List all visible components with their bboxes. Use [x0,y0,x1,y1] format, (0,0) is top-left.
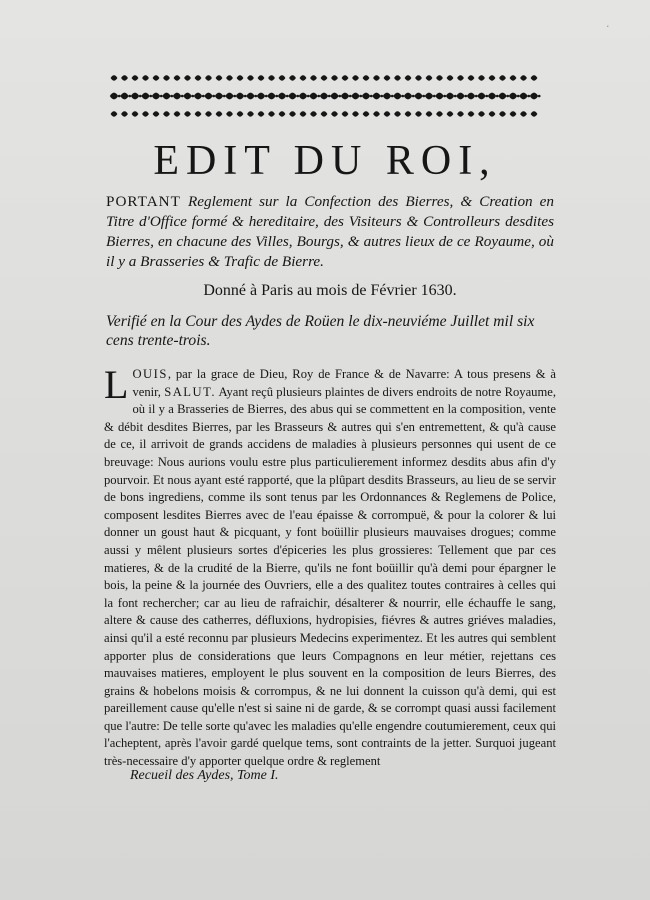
ornament-dot [160,95,163,98]
ornament-dot [349,95,352,98]
ornament-fleuron [195,111,202,116]
verification-line: Verifié en la Cour des Aydes de Roüen le dix-neuviéme Juillet mil six cens trente-trois. [106,313,535,349]
ornament-fleuron [268,111,275,116]
ornament-row-3 [111,111,538,116]
ornament-fleuron [153,111,160,116]
ornament-fleuron [258,111,265,116]
ornament-fleuron [132,75,139,80]
body-main: Ayant reçû plusieurs plaintes de divers endroits de notre Royaume, où il y a Brasseries de Bierres, des abus qui se commettent en la composition, vente & débit desdites Bierres, par les Brasseurs & autres qui s'en entremettent, & qu'à cause de ce, il arrivoit de grands accidens de maladies à plusieurs personnes qui usent de ce breuvage: Nous aurions voulu estre plus particulierement informez desdits abus afin d'y pourvoir. Et nous ayant esté rapporté, que la plûpart desdits Brasseurs, au lieu de se servir de bons ingrediens, comme ils sont tenus par les Ordonnances & Reglemens de Police, composent lesdites Bierres avec de l'eau épaisse & corrompuë, & pour la colorer & lui donner un goust haut & picquant, y font boüillir plusieurs mauvaises drogues; comme aussi y mêlent plusieurs sortes d'épiceries les plus grossieres: Tellement que par ces matieres, & de la crudité de la Bierre, qu'ils ne font boüillir qu'à demi pour épargner le bois, la peine & la journée des Ouvriers, elle a des qualitez toutes contraires à celles qui la font rechercher; car au lieu de rafraichir, désalterer & nourrir, elle échauffe le sang, altere & cause des catherres, défluxions, hydropisies, fiévres & autres griéves maladies, ainsi qu'il a esté reconnu par plusieurs Medecins experimentez. Et les autres qui semblent apporter plus de considerations que leurs Compagnons en leur métier, rejettans ces mauvaises matieres, employent le plus souvent en la composition de leurs Bierres, des grains & hobelons moisis & corrompus, & ne lui donnent la cuisson qu'à demi, qui est pareillement cause qu'elle n'est si saine ni de garde, & se corrompt quasi aussi facilement que l'autre: De telle sorte qu'avec les maladies qu'elle engendre coutumierement, ceux qui l'acheptent, après l'avoir gardé quelque tems, sont contraints de la jetter. Surquoi jugeant très-necessaire d'y apporter quelque ordre & reglement [104,384,556,769]
ornament-fleuron [278,93,286,100]
ornament-dot [454,95,457,98]
ornament-fleuron [342,111,349,116]
ornament-fleuron [247,75,254,80]
ornament-fleuron [457,75,464,80]
ornament-fleuron [236,93,244,100]
ornament-fleuron [110,93,118,100]
ornament-fleuron [457,111,464,116]
ornament-dot [244,95,247,98]
ornament-dot [464,95,467,98]
ornament-fleuron [331,75,338,80]
ornament-fleuron [499,75,506,80]
ornament-fleuron [393,93,401,100]
ornament-fleuron [237,75,244,80]
ornament-dot [422,95,425,98]
ornament-fleuron [519,93,527,100]
ornament-fleuron [300,75,307,80]
ornament-fleuron [142,111,149,116]
ornament-fleuron [321,111,328,116]
edict-subtitle [106,192,554,272]
ornament-fleuron [499,111,506,116]
ornament-fleuron [111,75,118,80]
ornament-fleuron [267,93,275,100]
ornament-fleuron [341,93,349,100]
ornament-fleuron [163,111,170,116]
ornament-fleuron [163,75,170,80]
ornament-fleuron [415,111,422,116]
ornament-fleuron [205,75,212,80]
ornament-dot [296,95,299,98]
ornament-fleuron [226,75,233,80]
ornament-row-2 [110,93,541,100]
ornament-fleuron [247,111,254,116]
corner-handwritten-mark: · [606,20,610,33]
ornament-fleuron [352,111,359,116]
ornament-fleuron [363,75,370,80]
ornament-fleuron [142,75,149,80]
ornament-fleuron [363,111,370,116]
ornament-row-1 [111,75,538,80]
ornament-fleuron [321,75,328,80]
ornament-fleuron [111,111,118,116]
ornament-fleuron [215,93,223,100]
ornament-fleuron [351,93,359,100]
ornament-fleuron [384,75,391,80]
ornament-dot [254,95,257,98]
ornament-fleuron [520,111,527,116]
ornament-dot [391,95,394,98]
ornament-fleuron [383,93,391,100]
ornament-dot [485,95,488,98]
ornament-fleuron [373,75,380,80]
ornament-fleuron [194,93,202,100]
ornament-fleuron [394,111,401,116]
ornament-dot [506,95,509,98]
ornament-fleuron [478,111,485,116]
ornament-fleuron [530,93,538,100]
ornament-fleuron [447,111,454,116]
ornament-fleuron [404,93,412,100]
ornament-dot [475,95,478,98]
ornament-fleuron [384,111,391,116]
ornament-dot [317,95,320,98]
ornament-dot [202,95,205,98]
ornament-fleuron [225,93,233,100]
date-given-line: Donné à Paris au mois de Février 1630. [203,282,457,299]
ornament-fleuron [205,111,212,116]
ornament-dot [307,95,310,98]
ornament-fleuron [257,93,265,100]
ornament-fleuron [426,111,433,116]
ornament-fleuron [174,111,181,116]
ornament-dot [538,95,541,98]
ornament-fleuron [488,93,496,100]
ornament-fleuron [237,111,244,116]
ornament-dot [149,95,152,98]
ornament-fleuron [415,75,422,80]
ornament-fleuron [414,93,422,100]
ornament-fleuron [288,93,296,100]
ornament-fleuron [121,75,128,80]
ornament-fleuron [258,75,265,80]
ornament-dot [433,95,436,98]
printer-ornament-band [108,70,544,122]
ornament-fleuron [446,93,454,100]
ornament-fleuron [309,93,317,100]
ornament-dot [412,95,415,98]
ornament-fleuron [352,75,359,80]
ornament-dot [265,95,268,98]
ornament-fleuron [310,111,317,116]
edict-body-text [104,362,556,771]
ornament-fleuron [489,111,496,116]
edict-title: EDIT DU ROI, [153,138,497,184]
salutation: SALUT. [164,384,216,399]
ornament-dot [286,95,289,98]
ornament-dot [275,95,278,98]
ornament-dot [517,95,520,98]
drop-cap-letter: L [104,362,129,407]
ornament-fleuron [362,93,370,100]
ornament-dot [328,95,331,98]
ornament-fleuron [216,111,223,116]
ornament-fleuron [342,75,349,80]
ornament-fleuron [279,111,286,116]
ornament-fleuron [425,93,433,100]
ornament-fleuron [152,93,160,100]
ornament-dot [380,95,383,98]
ornament-fleuron [121,111,128,116]
ornament-fleuron [204,93,212,100]
ornament-dot [118,95,121,98]
ornament-fleuron [331,111,338,116]
ornament-dot [443,95,446,98]
ornament-dot [359,95,362,98]
ornament-fleuron [310,75,317,80]
ornament-fleuron [174,75,181,80]
collection-footer: Recueil des Aydes, Tome I. [130,768,279,783]
ornament-fleuron [120,93,128,100]
ornament-dot [170,95,173,98]
ornament-fleuron [184,111,191,116]
body-opening: , par la grace de Dieu, Roy de France & de Navarre: A tous presens & à venir, [132,367,556,399]
ornament-fleuron [498,93,506,100]
ornament-fleuron [531,111,538,116]
ornament-fleuron [478,75,485,80]
ornament-dot [233,95,236,98]
subtitle-lead-word: PORTANT [106,193,181,210]
ornament-dot [223,95,226,98]
ornament-fleuron [132,111,139,116]
ornament-fleuron [372,93,380,100]
ornament-dot [370,95,373,98]
ornament-fleuron [510,75,517,80]
ornament-dot [496,95,499,98]
ornament-fleuron [153,75,160,80]
ornament-fleuron [467,93,475,100]
ornament-dot [191,95,194,98]
ornament-fleuron [226,111,233,116]
ornament-fleuron [468,111,475,116]
ornament-fleuron [477,93,485,100]
ornament-fleuron [268,75,275,80]
ornament-fleuron [141,93,149,100]
ornament-fleuron [394,75,401,80]
ornament-dot [338,95,341,98]
ornament-fleuron [447,75,454,80]
ornament-fleuron [456,93,464,100]
ornament-dot [128,95,131,98]
ornament-dot [212,95,215,98]
ornament-fleuron [436,111,443,116]
ornament-fleuron [510,111,517,116]
ornament-fleuron [289,111,296,116]
ornament-fleuron [131,93,139,100]
subtitle-text: Reglement sur la Confection des Bierres, & Creation en Titre d'Office formé & hereditaire, des Visiteurs & Controlleurs desdites Bierres, en chacune des Villes, Bourgs, & autres lieux de ce Royaume, où il y a Brasseries & Trafic de Bierre. [106,193,554,270]
ornament-fleuron [300,111,307,116]
ornament-fleuron [246,93,254,100]
ornament-fleuron [195,75,202,80]
ornament-fleuron [184,75,191,80]
ornament-fleuron [405,111,412,116]
ornament-dot [527,95,530,98]
ornament-fleuron [320,93,328,100]
ornament-fleuron [373,111,380,116]
ornament-fleuron [435,93,443,100]
ornament-fleuron [405,75,412,80]
ornament-fleuron [299,93,307,100]
ornament-fleuron [520,75,527,80]
ornament-fleuron [289,75,296,80]
ornament-fleuron [426,75,433,80]
ornament-dot [401,95,404,98]
king-name: OUIS [132,367,168,381]
ornament-fleuron [183,93,191,100]
ornament-fleuron [436,75,443,80]
ornament-dot [181,95,184,98]
ornament-fleuron [173,93,181,100]
ornament-fleuron [489,75,496,80]
ornament-fleuron [509,93,517,100]
ornament-fleuron [216,75,223,80]
ornament-fleuron [279,75,286,80]
ornament-fleuron [468,75,475,80]
ornament-fleuron [162,93,170,100]
ornament-fleuron [330,93,338,100]
ornament-dot [139,95,142,98]
ornament-fleuron [531,75,538,80]
